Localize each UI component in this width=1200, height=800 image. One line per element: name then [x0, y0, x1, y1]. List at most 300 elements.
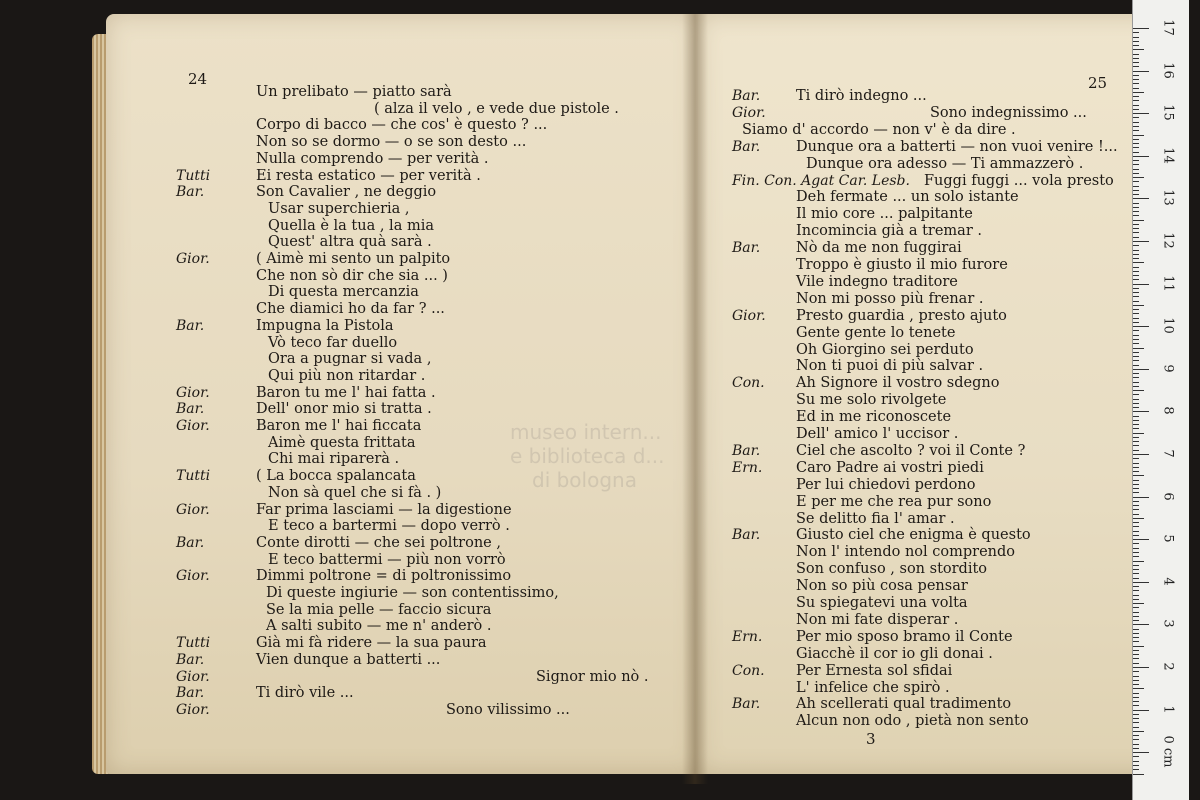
- ruler-tick: [1133, 437, 1139, 438]
- right-verse-line: Su me solo rivolgete: [796, 392, 947, 409]
- ruler-label: 7: [1160, 449, 1176, 458]
- right-verse-line: Ti dirò indegno ...: [796, 88, 927, 104]
- right-verse-line: Non l' intendo nol comprendo: [796, 544, 1016, 561]
- right-verse-line: Sono indegnissimo ...: [930, 104, 1087, 121]
- ruler-tick: [1133, 509, 1139, 510]
- watermark-line: museo intern...: [510, 420, 662, 444]
- ruler-tick: [1133, 292, 1139, 293]
- ruler-tick: [1133, 565, 1139, 566]
- watermark-line: e biblioteca d...: [510, 444, 665, 468]
- ruler-label: 16: [1160, 61, 1176, 79]
- right-verse-line: Siamo d' accordo — non v' è da dire .: [742, 121, 1016, 138]
- right-speaker: Gior.: [732, 104, 766, 121]
- left-verse-line: E teco a bartermi — dopo verrò .: [268, 518, 510, 535]
- ruler-tick: [1133, 28, 1149, 29]
- right-speaker: Ern.: [732, 628, 763, 645]
- ruler-tick: [1133, 92, 1144, 93]
- ruler-tick: [1133, 37, 1139, 38]
- ruler-tick: [1133, 126, 1139, 127]
- left-verse-line: Ti dirò vile ...: [256, 685, 354, 702]
- ruler-tick: [1133, 288, 1139, 289]
- ruler-tick: [1133, 586, 1139, 587]
- left-page-number: 24: [188, 70, 208, 88]
- ruler-label: 11: [1160, 274, 1176, 292]
- ruler-tick: [1133, 75, 1139, 76]
- left-verse-line: Nulla comprendo — per verità .: [256, 150, 489, 167]
- ruler-tick: [1133, 96, 1139, 97]
- ruler-tick: [1133, 173, 1139, 174]
- ruler-tick: [1133, 301, 1139, 302]
- ruler-tick: [1133, 271, 1139, 272]
- ruler-tick: [1133, 667, 1149, 668]
- ruler-tick: [1133, 620, 1139, 621]
- ruler-tick: [1133, 535, 1139, 536]
- ruler-tick: [1133, 339, 1139, 340]
- ruler-tick: [1133, 224, 1139, 225]
- ruler-tick: [1133, 531, 1139, 532]
- ruler-tick: [1133, 399, 1139, 400]
- ruler-tick: [1133, 181, 1139, 182]
- ruler-tick: [1133, 54, 1139, 55]
- ruler-tick: [1133, 539, 1149, 540]
- right-verse-line: Dunque ora adesso — Ti ammazzerò .: [806, 155, 1084, 172]
- left-verse-line: ( Aimè mi sento un palpito: [256, 251, 451, 267]
- left-verse-line: Dimmi poltrone = di poltronissimo: [256, 568, 512, 585]
- ruler-tick: [1133, 761, 1139, 762]
- left-verse-line: Vò teco far duello: [268, 334, 398, 351]
- left-speaker: Bar.: [176, 651, 205, 668]
- ruler-tick: [1133, 407, 1139, 408]
- left-verse-line: Quest' altra quà sarà .: [268, 234, 432, 251]
- left-speaker: Bar.: [176, 401, 205, 418]
- ruler-tick: [1133, 488, 1139, 489]
- right-verse-line: L' infelice che spirò .: [796, 679, 950, 696]
- ruler-tick: [1133, 241, 1149, 242]
- left-verse-line: ( alza il velo , e vede due pistole .: [374, 100, 619, 117]
- ruler-tick: [1133, 322, 1139, 323]
- right-verse-line: Ed in me riconoscete: [796, 409, 952, 426]
- ruler-tick: [1133, 480, 1139, 481]
- right-speaker: Bar.: [732, 527, 761, 544]
- left-page: [106, 14, 698, 774]
- ruler-label: 5: [1160, 534, 1176, 543]
- left-verse-line: Già mi fà ridere — la sua paura: [256, 635, 487, 652]
- ruler-tick: [1133, 756, 1139, 757]
- ruler-label: 10: [1160, 317, 1176, 334]
- ruler-tick: [1133, 441, 1139, 442]
- ruler-tick: [1133, 603, 1144, 604]
- right-verse-line: Troppo è giusto il mio furore: [796, 257, 1008, 273]
- left-speaker: Bar.: [176, 184, 205, 201]
- right-speaker: Ern.: [732, 459, 763, 476]
- right-speaker: Con.: [732, 375, 765, 392]
- ruler-tick: [1133, 731, 1144, 732]
- ruler-tick: [1133, 624, 1149, 625]
- ruler-tick: [1133, 433, 1144, 434]
- ruler-tick: [1133, 186, 1139, 187]
- left-verse-line: Di questa mercanzia: [268, 284, 419, 301]
- ruler-tick: [1133, 663, 1139, 664]
- ruler-tick: [1133, 518, 1144, 519]
- ruler-tick: [1133, 117, 1139, 118]
- ruler-tick: [1133, 147, 1139, 148]
- ruler-tick: [1133, 169, 1139, 170]
- left-verse-line: Baron tu me l' hai fatta .: [256, 384, 436, 401]
- ruler-tick: [1133, 637, 1139, 638]
- right-verse-line: E per me che rea pur sono: [796, 493, 992, 510]
- ruler-tick: [1133, 203, 1139, 204]
- ruler-tick: [1133, 688, 1144, 689]
- right-page-number: 25: [1088, 74, 1108, 92]
- ruler-tick: [1133, 164, 1139, 165]
- right-verse-line: Ciel che ascolto ? voi il Conte ?: [796, 442, 1026, 459]
- right-verse-line: Fuggi fuggi ... vola presto: [924, 172, 1114, 189]
- right-speaker: Bar.: [732, 138, 761, 155]
- left-speaker: Gior.: [176, 668, 210, 685]
- ruler-tick: [1133, 228, 1139, 229]
- ruler-tick: [1133, 109, 1139, 110]
- ruler-tick: [1133, 475, 1144, 476]
- left-speaker: Bar.: [176, 534, 205, 551]
- left-verse-line: Chi mai riparerà .: [268, 451, 400, 468]
- ruler-tick: [1133, 552, 1139, 553]
- ruler-label: 8: [1160, 406, 1176, 416]
- left-verse-line: Sono vilissimo ...: [446, 701, 570, 718]
- right-verse-line: Dell' amico l' uccisor .: [796, 426, 959, 442]
- left-verse-line: Non sà quel che si fà . ): [268, 484, 442, 501]
- ruler-tick: [1133, 62, 1139, 63]
- right-verse-line: Ah scellerati qual tradimento: [796, 696, 1012, 713]
- left-verse-line: Qui più non ritardar .: [268, 367, 426, 384]
- left-verse-line: Ora a pugnar si vada ,: [268, 351, 432, 368]
- ruler-tick: [1133, 744, 1139, 745]
- ruler-tick: [1133, 237, 1139, 238]
- left-speaker: Gior.: [176, 384, 210, 401]
- ruler-tick: [1133, 705, 1139, 706]
- ruler-tick: [1133, 658, 1139, 659]
- right-verse-line: Non so più cosa pensar: [796, 578, 968, 595]
- right-verse-line: Incomincia già a tremar .: [796, 223, 982, 240]
- left-verse-line: Signor mio nò .: [536, 668, 649, 685]
- ruler-tick: [1133, 352, 1139, 353]
- left-verse-line: Conte dirotti — che sei poltrone ,: [256, 534, 501, 551]
- ruler-tick: [1133, 143, 1139, 144]
- ruler-tick: [1133, 722, 1139, 723]
- left-speaker: Gior.: [176, 418, 210, 434]
- ruler-tick: [1133, 543, 1139, 544]
- left-speaker: Tutti: [176, 167, 211, 184]
- right-speaker: Fin. Con. Agat Car. Lesb.: [732, 172, 910, 189]
- right-verse-line: Se delitto fia l' amar .: [796, 510, 955, 527]
- ruler-tick: [1133, 207, 1139, 208]
- ruler-tick: [1133, 484, 1139, 485]
- ruler-tick: [1133, 122, 1139, 123]
- ruler-label: 17: [1160, 19, 1176, 36]
- ruler-label: 0 cm: [1160, 735, 1176, 768]
- left-speaker: Gior.: [176, 501, 210, 518]
- ruler-tick: [1133, 305, 1144, 306]
- left-verse-line: Non so se dormo — o se son desto ...: [256, 134, 527, 151]
- ruler-label: 13: [1160, 189, 1176, 207]
- right-verse-line: Non mi posso più frenar .: [796, 290, 984, 307]
- ruler-label: 6: [1160, 491, 1176, 501]
- ruler-tick: [1133, 365, 1139, 366]
- library-watermark: [510, 420, 730, 492]
- ruler-tick: [1133, 360, 1139, 361]
- ruler-tick: [1133, 386, 1139, 387]
- ruler-tick: [1133, 83, 1139, 84]
- ruler-tick: [1133, 420, 1139, 421]
- ruler-tick: [1133, 578, 1139, 579]
- ruler-tick: [1133, 701, 1139, 702]
- left-verse-line: ( La bocca spalancata: [256, 468, 416, 485]
- ruler-tick: [1133, 313, 1139, 314]
- ruler-tick: [1133, 654, 1139, 655]
- ruler-tick: [1133, 471, 1139, 472]
- ruler-tick: [1133, 318, 1139, 319]
- ruler-tick: [1133, 215, 1139, 216]
- ruler-tick: [1133, 335, 1139, 336]
- right-verse-line: Caro Padre ai vostri piedi: [796, 459, 984, 476]
- ruler-tick: [1133, 650, 1139, 651]
- right-verse-line: Son confuso , son stordito: [796, 561, 988, 578]
- right-verse-line: Ah Signore il vostro sdegno: [796, 375, 1000, 392]
- ruler-tick: [1133, 105, 1139, 106]
- ruler-tick: [1133, 177, 1144, 178]
- right-page: [698, 14, 1184, 774]
- ruler-tick: [1133, 326, 1149, 327]
- ruler-tick: [1133, 250, 1139, 251]
- ruler-tick: [1133, 616, 1139, 617]
- ruler-tick: [1133, 697, 1139, 698]
- ruler-tick: [1133, 693, 1139, 694]
- ruler-tick: [1133, 445, 1139, 446]
- ruler-tick: [1133, 684, 1139, 685]
- ruler-tick: [1133, 463, 1139, 464]
- right-verse-line: Per Ernesta sol sfidai: [796, 662, 953, 679]
- ruler-tick: [1133, 612, 1139, 613]
- left-verse-line: Che diamici ho da far ? ...: [256, 301, 445, 318]
- ruler-tick: [1133, 32, 1139, 33]
- ruler-tick: [1133, 275, 1139, 276]
- ruler-tick: [1133, 714, 1139, 715]
- ruler-label: 3: [1160, 619, 1176, 629]
- ruler-tick: [1133, 403, 1139, 404]
- measuring-ruler: [1132, 0, 1189, 800]
- right-speaker: Con.: [732, 662, 765, 679]
- ruler-tick: [1133, 58, 1139, 59]
- right-verse-line: Per mio sposo bramo il Conte: [796, 628, 1013, 645]
- ruler-tick: [1133, 569, 1139, 570]
- ruler-tick: [1133, 152, 1139, 153]
- right-verse-line: Il mio core ... palpitante: [796, 206, 973, 223]
- ruler-tick: [1133, 497, 1149, 498]
- ruler-tick: [1133, 492, 1139, 493]
- watermark-line: di bologna: [532, 468, 637, 492]
- ruler-tick: [1133, 522, 1139, 523]
- ruler-tick: [1133, 135, 1144, 136]
- right-speaker: Bar.: [732, 88, 761, 104]
- ruler-tick: [1133, 607, 1139, 608]
- left-verse-line: Quella è la tua , la mia: [268, 217, 434, 234]
- ruler-tick: [1133, 49, 1144, 50]
- right-verse-line: Non ti puoi di più salvar .: [796, 358, 984, 375]
- ruler-tick: [1133, 501, 1139, 502]
- right-verse-line: Presto guardia , presto ajuto: [796, 307, 1007, 324]
- right-verse-line: Giusto ciel che enigma è questo: [796, 527, 1031, 544]
- left-speaker: Gior.: [176, 568, 210, 585]
- left-speaker: Gior.: [176, 251, 210, 267]
- ruler-tick: [1133, 284, 1149, 285]
- ruler-tick: [1133, 505, 1139, 506]
- ruler-tick: [1133, 735, 1139, 736]
- left-verse-line: Vien dunque a batterti ...: [256, 651, 441, 668]
- ruler-tick: [1133, 680, 1139, 681]
- ruler-tick: [1133, 641, 1139, 642]
- ruler-label: 9: [1160, 364, 1176, 373]
- ruler-tick: [1133, 595, 1139, 596]
- ruler-tick: [1133, 676, 1139, 677]
- right-verse-line: Su spiegatevi una volta: [796, 595, 968, 611]
- left-speaker: Bar.: [176, 317, 205, 334]
- ruler-tick: [1133, 718, 1139, 719]
- ruler-tick: [1133, 646, 1144, 647]
- ruler-tick: [1133, 382, 1139, 383]
- ruler-tick: [1133, 258, 1139, 259]
- ruler-tick: [1133, 71, 1149, 72]
- ruler-tick: [1133, 377, 1139, 378]
- ruler-tick: [1133, 232, 1139, 233]
- ruler-tick: [1133, 548, 1139, 549]
- ruler-tick: [1133, 88, 1139, 89]
- right-verse-line: Giacchè il cor io gli donai .: [796, 645, 993, 662]
- ruler-tick: [1133, 526, 1139, 527]
- ruler-label: 1: [1160, 704, 1176, 714]
- ruler-tick: [1133, 454, 1149, 455]
- left-verse-line: Impugna la Pistola: [256, 317, 394, 334]
- right-verse-line: Dunque ora a batterti — non vuoi venire !...: [796, 138, 1118, 155]
- ruler-tick: [1133, 769, 1139, 770]
- right-verse-line: Vile indegno traditore: [796, 273, 958, 290]
- ruler-tick: [1133, 220, 1144, 221]
- ruler-label: 12: [1160, 232, 1176, 249]
- left-verse-line: A salti subito — me n' anderò .: [266, 618, 492, 635]
- ruler-tick: [1133, 139, 1139, 140]
- ruler-label: 2: [1160, 662, 1176, 671]
- ruler-tick: [1133, 245, 1139, 246]
- ruler-tick: [1133, 279, 1139, 280]
- ruler-tick: [1133, 599, 1139, 600]
- left-verse-line: Ei resta estatico — per verità .: [256, 167, 481, 184]
- right-speaker: Bar.: [732, 696, 761, 713]
- left-speaker: Tutti: [176, 635, 211, 652]
- left-speaker: Gior.: [176, 701, 210, 718]
- ruler-tick: [1133, 752, 1149, 753]
- ruler-tick: [1133, 774, 1144, 775]
- ruler-tick: [1133, 45, 1139, 46]
- ruler-tick: [1133, 428, 1139, 429]
- ruler-tick: [1133, 458, 1139, 459]
- ruler-tick: [1133, 450, 1139, 451]
- left-verse-line: Usar superchieria ,: [268, 200, 410, 217]
- right-speaker: Bar.: [732, 442, 761, 459]
- ruler-tick: [1133, 467, 1139, 468]
- ruler-tick: [1133, 556, 1139, 557]
- ruler-tick: [1133, 739, 1139, 740]
- ruler-tick: [1133, 66, 1139, 67]
- ruler-tick: [1133, 394, 1139, 395]
- ruler-tick: [1133, 710, 1149, 711]
- right-verse-line: Nò da me non fuggirai: [796, 240, 962, 257]
- ruler-tick: [1133, 373, 1139, 374]
- left-speaker: Tutti: [176, 468, 211, 485]
- ruler-tick: [1133, 309, 1139, 310]
- ruler-tick: [1133, 194, 1139, 195]
- left-verse-line: Son Cavalier , ne deggio: [256, 184, 437, 201]
- ruler-tick: [1133, 561, 1144, 562]
- right-speaker: Gior.: [732, 307, 766, 324]
- book-gutter: [682, 14, 708, 784]
- ruler-tick: [1133, 348, 1144, 349]
- right-verse-line: Oh Giorgino sei perduto: [796, 341, 974, 358]
- ruler-tick: [1133, 727, 1139, 728]
- ruler-tick: [1133, 573, 1139, 574]
- left-verse-line: Far prima lasciami — la digestione: [256, 501, 512, 518]
- ruler-tick: [1133, 130, 1139, 131]
- ruler-tick: [1133, 629, 1139, 630]
- ruler-tick: [1133, 424, 1139, 425]
- left-verse-line: Aimè questa frittata: [268, 434, 416, 451]
- left-verse-line: Se la mia pelle — faccio sicura: [266, 601, 492, 618]
- ruler-tick: [1133, 343, 1139, 344]
- left-verse-line: Di queste ingiurie — son contentissimo,: [266, 585, 559, 601]
- ruler-tick: [1133, 156, 1149, 157]
- ruler-tick: [1133, 633, 1139, 634]
- left-speaker: Bar.: [176, 685, 205, 702]
- right-verse-line: Gente gente lo tenete: [796, 324, 956, 341]
- ruler-tick: [1133, 262, 1144, 263]
- open-book: [92, 14, 1118, 784]
- ruler-tick: [1133, 671, 1139, 672]
- ruler-tick: [1133, 411, 1149, 412]
- ruler-tick: [1133, 100, 1139, 101]
- ruler-tick: [1133, 582, 1149, 583]
- right-verse-line: Deh fermate ... un solo istante: [796, 189, 1019, 206]
- ruler-tick: [1133, 41, 1139, 42]
- left-verse-line: Baron me l' hai ficcata: [256, 418, 422, 434]
- ruler-tick: [1133, 356, 1139, 357]
- ruler-label: 14: [1160, 147, 1176, 164]
- ruler-tick: [1133, 79, 1139, 80]
- ruler-tick: [1133, 296, 1139, 297]
- right-verse-line: Non mi fate disperar .: [796, 611, 959, 628]
- ruler-tick: [1133, 211, 1139, 212]
- left-verse-line: Dell' onor mio si tratta .: [256, 401, 432, 418]
- ruler-tick: [1133, 416, 1139, 417]
- left-verse-line: E teco battermi — più non vorrò: [268, 551, 506, 568]
- ruler-tick: [1133, 369, 1149, 370]
- ruler-tick: [1133, 267, 1139, 268]
- ruler-label: 15: [1160, 104, 1176, 121]
- left-verse-line: Che non sò dir che sia ... ): [256, 267, 448, 284]
- ruler-tick: [1133, 190, 1139, 191]
- right-verse-line: Per lui chiedovi perdono: [796, 476, 976, 493]
- ruler-label: 4: [1160, 577, 1176, 586]
- right-verse-line: Alcun non odo , pietà non sento: [796, 713, 1029, 730]
- left-verse-line: Corpo di bacco — che cos' è questo ? ...: [256, 117, 548, 134]
- left-verse-line: Un prelibato — piatto sarà: [256, 84, 452, 100]
- ruler-tick: [1133, 748, 1139, 749]
